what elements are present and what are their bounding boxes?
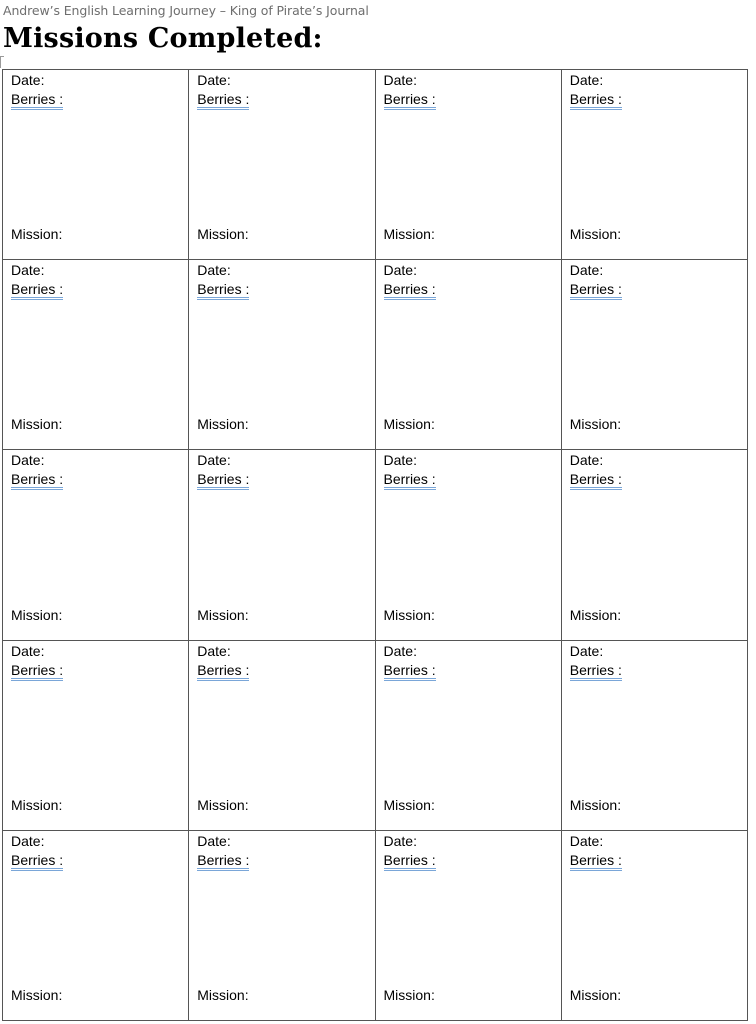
date-label: Date: [11,832,45,849]
berries-label: Berries : [11,281,63,300]
date-label: Date: [569,452,604,469]
mission-label: Mission: [569,606,622,623]
mission-label: Mission: [11,986,63,1003]
berries-label: Berries : [384,662,436,681]
mission-entry-cell [376,70,562,260]
mission-entry-cell [562,260,748,450]
mission-label: Mission: [569,796,622,813]
date-label: Date: [197,642,231,659]
mission-entry-cell [376,450,562,640]
mission-label: Mission: [383,986,435,1003]
berries-label: Berries : [384,471,436,490]
mission-entry-cell [3,831,189,1021]
mission-entry-cell [189,641,375,831]
mission-entry-cell [3,450,189,640]
berries-label: Berries : [384,91,436,110]
berries-label: Berries : [11,91,63,110]
berries-label: Berries : [197,662,249,681]
date-label: Date: [569,262,604,279]
date-label: Date: [383,452,417,469]
mission-entry-cell [376,641,562,831]
berries-label: Berries : [197,852,249,871]
date-label: Date: [197,262,231,279]
date-label: Date: [11,642,45,659]
date-label: Date: [197,72,231,88]
berries-label: Berries : [11,471,63,490]
date-label: Date: [383,832,417,849]
mission-entry-cell [562,70,748,260]
mission-label: Mission: [569,416,622,433]
berries-label: Berries : [570,852,622,871]
mission-label: Mission: [197,796,249,813]
date-label: Date: [11,452,45,469]
text-boundary-mark [0,56,4,68]
date-label: Date: [569,642,604,659]
mission-label: Mission: [383,606,435,623]
berries-label: Berries : [197,91,249,110]
mission-label: Mission: [11,226,63,243]
mission-entry-cell [562,831,748,1021]
mission-entry-cell [189,260,375,450]
berries-label: Berries : [570,281,622,300]
berries-label: Berries : [11,852,63,871]
mission-label: Mission: [197,986,249,1003]
mission-label: Mission: [197,416,249,433]
mission-label: Mission: [11,416,63,433]
mission-entry-cell [3,641,189,831]
mission-label: Mission: [383,226,435,243]
date-label: Date: [383,262,417,279]
mission-label: Mission: [569,986,622,1003]
running-header: Andrew’s English Learning Journey – King of Pirate’s Journal [3,3,369,18]
mission-label: Mission: [383,796,435,813]
date-label: Date: [383,72,417,88]
mission-entry-cell [562,641,748,831]
mission-entry-cell [189,450,375,640]
mission-entry-cell [3,260,189,450]
mission-entry-cell [189,831,375,1021]
page-title: Missions Completed: [3,23,323,54]
mission-label: Mission: [569,226,622,243]
mission-entry-cell [376,831,562,1021]
mission-label: Mission: [11,796,63,813]
berries-label: Berries : [570,662,622,681]
berries-label: Berries : [197,471,249,490]
berries-label: Berries : [570,471,622,490]
berries-label: Berries : [570,91,622,110]
date-label: Date: [11,72,45,88]
mission-entry-cell [3,70,189,260]
berries-label: Berries : [197,281,249,300]
berries-label: Berries : [384,281,436,300]
date-label: Date: [383,642,417,659]
date-label: Date: [197,832,231,849]
berries-label: Berries : [384,852,436,871]
date-label: Date: [569,832,604,849]
date-label: Date: [569,72,604,88]
mission-label: Mission: [197,226,249,243]
mission-label: Mission: [383,416,435,433]
date-label: Date: [11,262,45,279]
mission-label: Mission: [197,606,249,623]
mission-entry-cell [189,70,375,260]
missions-table [2,69,748,1021]
mission-entry-cell [376,260,562,450]
mission-label: Mission: [11,606,63,623]
date-label: Date: [197,452,231,469]
mission-entry-cell [562,450,748,640]
berries-label: Berries : [11,662,63,681]
